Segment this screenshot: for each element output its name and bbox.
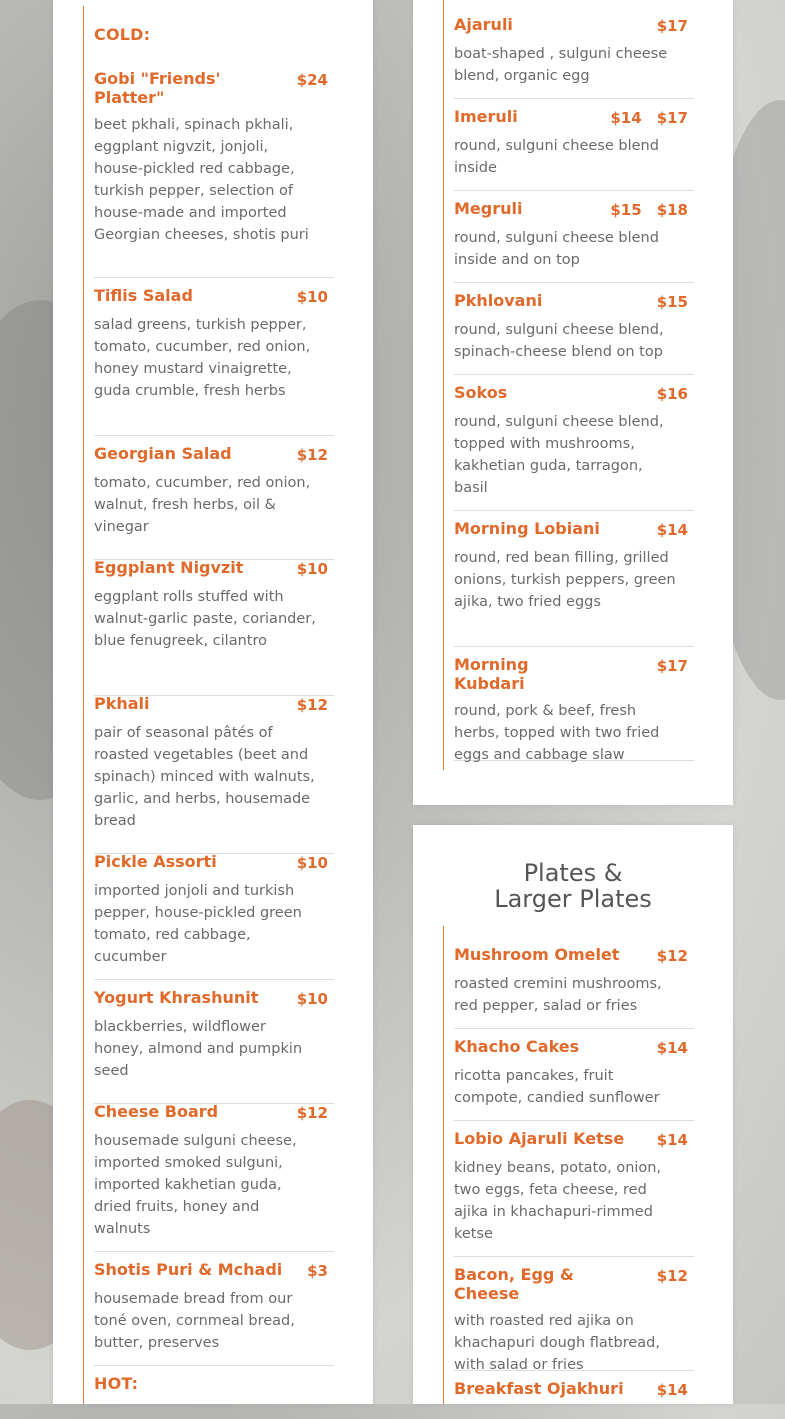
- menu-item-header: [94, 286, 334, 307]
- menu-item-name: Pkhali: [94, 694, 150, 713]
- menu-item: [454, 15, 694, 99]
- plates-heading: Plates & Larger Plates: [494, 859, 652, 913]
- menu-item-header: [94, 694, 334, 715]
- menu-item-name: Pkhlovani: [454, 291, 543, 310]
- menu-item-prices: [657, 293, 694, 312]
- menu-item-description: beet pkhali, spinach pkhali, eggplant nigvzit, jonjoli, house-pickled red cabbage, turkish pepper, selection of house-made and imported Georgian cheeses, shotis puri: [94, 117, 309, 243]
- menu-item-price: $17: [656, 657, 688, 675]
- accent-rule: [443, 926, 444, 1404]
- menu-item: [454, 199, 694, 283]
- menu-item: [454, 383, 694, 511]
- menu-item-prices: [610, 109, 694, 128]
- menu-item-description: round, sulguni cheese blend, topped with mushrooms, kakhetian guda, tarragon, basil: [454, 414, 664, 496]
- menu-item-header: [454, 1379, 694, 1400]
- menu-item-prices: [657, 947, 694, 966]
- menu-item: [94, 69, 334, 278]
- menu-item-name: Tiflis Salad: [94, 286, 193, 305]
- menu-item-prices: [297, 71, 334, 90]
- menu-item-header: [454, 15, 694, 36]
- menu-item-name: Morning Kubdari: [454, 655, 529, 693]
- menu-item-price: $24: [296, 71, 328, 89]
- menu-item-header: [94, 988, 334, 1009]
- menu-item-prices: [657, 1267, 694, 1286]
- menu-item-header: [454, 519, 694, 540]
- menu-item-prices: [657, 657, 694, 676]
- menu-item-header: [454, 655, 694, 693]
- menu-item-description: tomato, cucumber, red onion, walnut, fresh herbs, oil & vinegar: [94, 475, 311, 535]
- hot-section-label: HOT:: [94, 1374, 139, 1393]
- menu-item-description: salad greens, turkish pepper, tomato, cucumber, red onion, honey mustard vinaigrette, guda crumble, fresh herbs: [94, 317, 311, 399]
- menu-item-name: Georgian Salad: [94, 444, 232, 463]
- menu-item: [454, 1379, 694, 1419]
- menu-item: [454, 107, 694, 191]
- menu-item-name: Morning Lobiani: [454, 519, 600, 538]
- menu-item: [454, 519, 694, 647]
- menu-item: [454, 655, 694, 761]
- menu-item: [94, 286, 334, 436]
- menu-item-price: $10: [296, 288, 328, 306]
- menu-item-header: [94, 1260, 334, 1281]
- menu-item-prices: [657, 385, 694, 404]
- menu-item-header: [454, 945, 694, 966]
- menu-item-description: round, sulguni cheese blend inside and on top: [454, 230, 659, 268]
- menu-item-header: [454, 1037, 694, 1058]
- menu-item-price: $12: [656, 947, 688, 965]
- menu-item-name: Cheese Board: [94, 1102, 219, 1121]
- menu-item-description: boat-shaped , sulguni cheese blend, organic egg: [454, 46, 668, 84]
- menu-item-prices: [307, 1262, 334, 1281]
- menu-item-description: eggplant rolls stuffed with walnut-garlic paste, coriander, blue fenugreek, cilantro: [94, 589, 316, 649]
- menu-item-description: imported jonjoli and turkish pepper, house-pickled green tomato, red cabbage, cucumber: [94, 883, 302, 965]
- menu-item-name: Pickle Assorti: [94, 852, 217, 871]
- menu-item: [94, 852, 334, 980]
- menu-item-price: $10: [296, 990, 328, 1008]
- menu-item-prices: [297, 696, 334, 715]
- menu-item: [94, 1102, 334, 1252]
- menu-item-price: $14: [610, 109, 642, 127]
- menu-item-price: $18: [656, 201, 688, 219]
- menu-item-prices: [297, 990, 334, 1009]
- menu-item-name: Imeruli: [454, 107, 518, 126]
- menu-item-prices: [297, 1104, 334, 1123]
- menu-item-description: ricotta pancakes, fruit compote, candied sunflower: [454, 1068, 660, 1106]
- menu-item-price: $12: [656, 1267, 688, 1285]
- menu-item-name: Ajaruli: [454, 15, 513, 34]
- menu-item-description: housemade bread from our toné oven, cornmeal bread, butter, preserves: [94, 1291, 295, 1351]
- cold-section-label: COLD:: [94, 25, 151, 44]
- accent-rule: [443, 0, 444, 770]
- cold-hot-menu-card: [53, 0, 373, 1404]
- menu-item-price: $14: [656, 1039, 688, 1057]
- menu-item-name: Yogurt Khrashunit: [94, 988, 259, 1007]
- menu-item: [454, 291, 694, 375]
- menu-item-name: Gobi "Friends' Platter": [94, 69, 221, 107]
- menu-item: [94, 694, 334, 854]
- menu-item-prices: [297, 560, 334, 579]
- plates-menu-card: [413, 825, 733, 1404]
- menu-item: [454, 1129, 694, 1257]
- menu-item-name: Khacho Cakes: [454, 1037, 580, 1056]
- menu-item-header: [454, 383, 694, 404]
- menu-item-header: [454, 291, 694, 312]
- menu-item-name: Eggplant Nigvzit: [94, 558, 244, 577]
- menu-item-header: [454, 107, 694, 128]
- menu-item-description: pair of seasonal pâtés of roasted vegetables (beet and spinach) minced with walnuts, garlic, and herbs, housemade bread: [94, 725, 315, 829]
- menu-item: [454, 1265, 694, 1371]
- menu-item-price: $14: [656, 521, 688, 539]
- menu-item-name: Megruli: [454, 199, 523, 218]
- menu-item-prices: [297, 446, 334, 465]
- menu-item-description: kidney beans, potato, onion, two eggs, feta cheese, red ajika in khachapuri-rimmed ketse: [454, 1160, 662, 1242]
- menu-item-description: round, sulguni cheese blend inside: [454, 138, 659, 176]
- menu-item-price: $17: [656, 17, 688, 35]
- menu-item: [94, 988, 334, 1104]
- menu-item-prices: [657, 521, 694, 540]
- menu-item-description: roasted cremini mushrooms, red pepper, salad or fries: [454, 976, 662, 1014]
- menu-item-header: [94, 852, 334, 873]
- accent-rule: [83, 6, 84, 1404]
- menu-item: [94, 558, 334, 696]
- menu-item-name: Bacon, Egg & Cheese: [454, 1265, 574, 1303]
- menu-item-price: $14: [656, 1131, 688, 1149]
- menu-item-price: $10: [296, 560, 328, 578]
- menu-item-prices: [657, 17, 694, 36]
- menu-item: [454, 945, 694, 1029]
- menu-item-price: $14: [656, 1381, 688, 1399]
- menu-item: [94, 444, 334, 560]
- menu-item-header: [94, 69, 334, 107]
- menu-item-prices: [657, 1131, 694, 1150]
- menu-item-name: Sokos: [454, 383, 508, 402]
- menu-item-description: round, pork & beef, fresh herbs, topped with two fried eggs and cabbage slaw: [454, 703, 660, 763]
- menu-item-header: [454, 1265, 694, 1303]
- menu-item-price: $17: [656, 109, 688, 127]
- menu-item-price: $15: [610, 201, 642, 219]
- menu-item-price: $12: [296, 1104, 328, 1122]
- menu-item-prices: [297, 288, 334, 307]
- menu-item-prices: [657, 1039, 694, 1058]
- menu-item-price: $15: [656, 293, 688, 311]
- menu-item-header: [454, 1129, 694, 1150]
- menu-item-header: [94, 1102, 334, 1123]
- menu-item-prices: [657, 1381, 694, 1400]
- menu-item: [454, 1037, 694, 1121]
- menu-item-prices: [297, 854, 334, 873]
- menu-item-price: $3: [307, 1262, 328, 1280]
- menu-item-description: housemade sulguni cheese, imported smoked sulguni, imported kakhetian guda, dried fruits, honey and walnuts: [94, 1133, 297, 1237]
- khachapuri-menu-card: [413, 0, 733, 805]
- menu-item-name: Lobio Ajaruli Ketse: [454, 1129, 625, 1148]
- menu-item-name: Mushroom Omelet: [454, 945, 620, 964]
- menu-item-prices: [610, 201, 694, 220]
- menu-item-price: $10: [296, 854, 328, 872]
- menu-item-header: [94, 444, 334, 465]
- menu-item-price: $12: [296, 446, 328, 464]
- menu-item-name: Shotis Puri & Mchadi: [94, 1260, 283, 1279]
- menu-item-name: Breakfast Ojakhuri: [454, 1379, 624, 1398]
- menu-item-header: [94, 558, 334, 579]
- menu-item-price: $12: [296, 696, 328, 714]
- menu-item-price: $16: [656, 385, 688, 403]
- menu-item-description: blackberries, wildflower honey, almond and pumpkin seed: [94, 1019, 303, 1079]
- menu-item: [94, 1260, 334, 1366]
- menu-item-description: with roasted red ajika on khachapuri dough flatbread, with salad or fries: [454, 1313, 660, 1373]
- menu-item-description: round, sulguni cheese blend, spinach-cheese blend on top: [454, 322, 664, 360]
- menu-item-header: [454, 199, 694, 220]
- menu-item-description: round, red bean filling, grilled onions, turkish peppers, green ajika, two fried eggs: [454, 550, 676, 610]
